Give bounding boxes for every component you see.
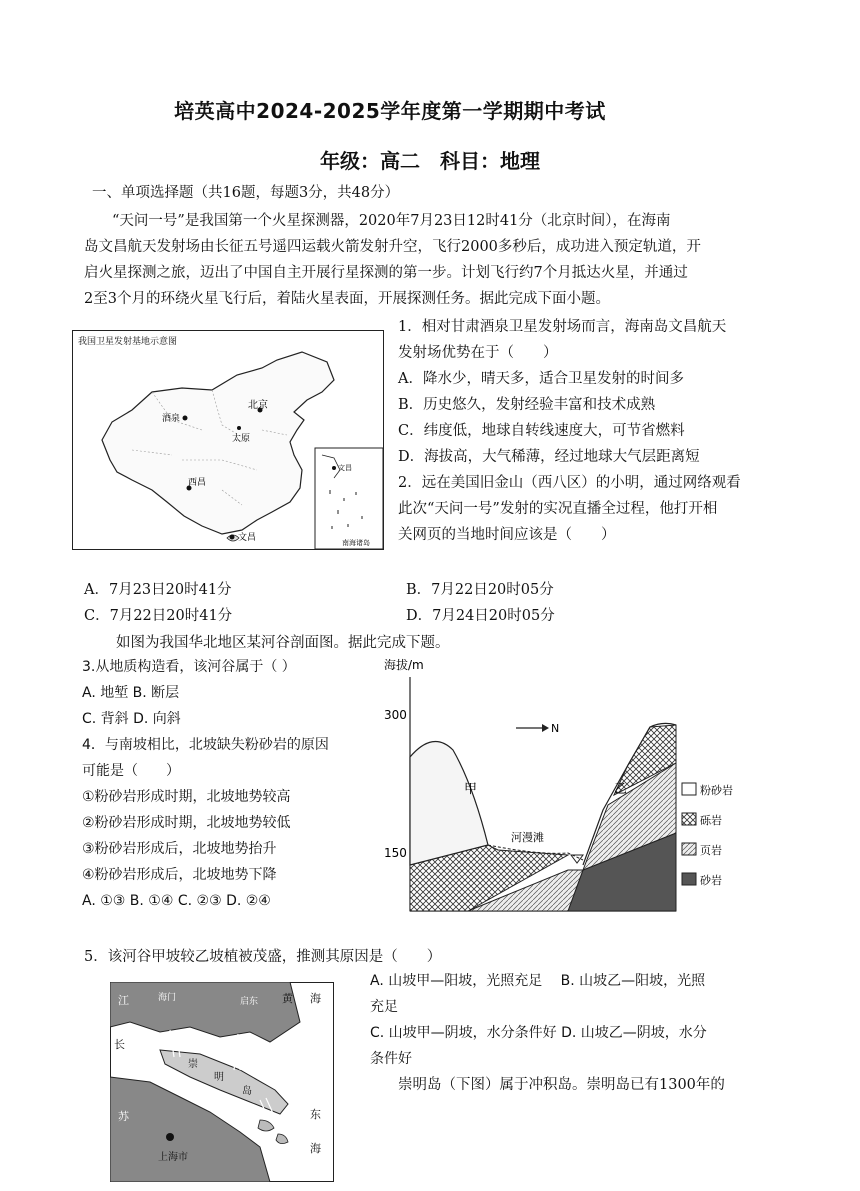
beijing-label: 北京 — [248, 400, 268, 411]
valley-intro: 如图为我国华北地区某河谷剖面图。据此完成下题。 — [116, 635, 450, 651]
q1-stem: 1．相对甘肃酒泉卫星发射场而言，海南岛文昌航天 — [398, 319, 727, 335]
label-chang: 长 — [114, 1038, 125, 1051]
legend-swatch-shale — [682, 843, 696, 855]
q4-stem: 4．与南坡相比，北坡缺失粉砂岩的原因 — [82, 737, 329, 753]
legend-conglomerate: 砾岩 — [700, 814, 722, 827]
section-heading: 一、单项选择题（共16题，每题3分，共48分） — [92, 185, 400, 201]
intro-line: 2至3个月的环绕火星飞行后，着陆火星表面，开展探测任务。据此完成下面小题。 — [84, 291, 610, 307]
wenchang-dot — [230, 535, 235, 540]
chongming-text: 崇明岛（下图）属于冲积岛。崇明岛已有1300年的 — [398, 1077, 725, 1093]
label-haimen: 海门 — [158, 993, 177, 1003]
jiuquan-label: 酒泉 — [162, 414, 181, 424]
label-yi: 乙 — [614, 782, 628, 797]
q2-option-a: A．7月23日20时41分 — [84, 582, 232, 598]
label-floodplain: 河漫滩 — [511, 831, 544, 844]
exam-title: 培英高中2024-2025学年度第一学期期中考试 — [174, 99, 606, 123]
q5-line: 充足 — [370, 999, 398, 1015]
q2-option-d: D．7月24日20时05分 — [406, 608, 555, 624]
ytick-150: 150 — [384, 846, 407, 860]
q2-stem: 关网页的当地时间应该是（ ） — [398, 527, 616, 543]
label-hai-2: 海 — [310, 1142, 321, 1155]
q3-stem: 3.从地质构造看，该河谷属于（ ） — [82, 659, 296, 675]
questions-3-4 — [82, 654, 382, 914]
label-shanghai: 上海市 — [158, 1152, 188, 1163]
q1-option-b: B．历史悠久，发射经验丰富和技术成熟 — [398, 397, 656, 413]
jiuquan-dot — [183, 416, 188, 421]
taiyuan-label: 太原 — [232, 434, 251, 444]
intro-line: 启火星探测之旅，迈出了中国自主开展行星探测的第一步。计划飞行约7个月抵达火星，并通过 — [84, 265, 688, 281]
valley-diagram — [378, 655, 778, 920]
label-ming: 明 — [214, 1072, 224, 1083]
label-jiang: 江 — [118, 994, 129, 1007]
inset-wenchang-dot — [332, 466, 336, 470]
label-hai-1: 海 — [310, 992, 321, 1005]
map-title: 我国卫星发射基地示意图 — [78, 337, 178, 347]
label-dao: 岛 — [242, 1086, 252, 1097]
legend-swatch-conglomerate — [682, 813, 696, 825]
taiyuan-dot — [237, 426, 241, 430]
intro-paragraph — [84, 208, 776, 312]
shanghai-dot — [166, 1133, 174, 1141]
north-arrow-head — [542, 724, 549, 732]
q2-option-c: C．7月22日20时41分 — [84, 608, 233, 624]
q1-stem: 发射场优势在于（ ） — [398, 345, 558, 361]
q5-line: 条件好 — [370, 1051, 412, 1067]
q5-stem: 5．该河谷甲坡较乙坡植被茂盛，推测其原因是（ ） — [84, 949, 442, 965]
chongming-map — [110, 982, 334, 1182]
ytick-300: 300 — [384, 708, 407, 722]
label-su: 苏 — [118, 1110, 129, 1123]
north-label: N — [551, 722, 560, 735]
label-dong: 东 — [310, 1108, 321, 1121]
label-chong: 崇 — [188, 1059, 198, 1070]
wenchang-label: 文昌 — [238, 533, 257, 543]
label-huang: 黄 — [282, 992, 293, 1005]
q5-options — [370, 968, 780, 1098]
q5-line: C. 山坡甲—阴坡，水分条件好 D. 山坡乙—阴坡，水分 — [370, 1025, 707, 1041]
legend-siltstone: 粉砂岩 — [700, 784, 733, 797]
q2-stem: 此次“天问一号”发射的实况直播全过程，他打开相 — [398, 501, 718, 517]
intro-line: “天问一号”是我国第一个火星探测器，2020年7月23日12时41分（北京时间），在海南 — [112, 213, 671, 229]
label-jia: 甲 — [464, 782, 478, 797]
q2-stem: 2．远在美国旧金山（西八区）的小明，通过网络观看 — [398, 475, 741, 491]
q5-line: A. 山坡甲—阳坡，光照充足 B. 山坡乙—阳坡，光照 — [370, 973, 706, 989]
q3-options-1: A. 地堑 B. 断层 — [82, 685, 180, 701]
legend-swatch-sandstone — [682, 873, 696, 885]
legend-sandstone: 砂岩 — [700, 874, 722, 887]
y-axis-label: 海拔/m — [384, 658, 424, 672]
siltstone-layer — [410, 741, 488, 865]
label-qidong: 启东 — [240, 997, 259, 1007]
exam-subtitle: 年级：高二 科目：地理 — [320, 149, 540, 173]
legend-shale: 页岩 — [700, 844, 722, 857]
q3-options-2: C. 背斜 D. 向斜 — [82, 711, 181, 727]
legend-swatch-siltstone — [682, 783, 696, 795]
q4-item-1: ①粉砂岩形成时期，北坡地势较高 — [82, 789, 291, 805]
q2-option-b: B．7月22日20时05分 — [406, 582, 554, 598]
q4-options: A. ①③ B. ①④ C. ②③ D. ②④ — [82, 893, 271, 909]
q1-option-d: D．海拔高，大气稀薄，经过地球大气层距离短 — [398, 449, 700, 465]
q4-stem: 可能是（ ） — [82, 763, 180, 779]
intro-line: 岛文昌航天发射场由长征五号遥四运载火箭发射升空，飞行2000多秒后，成功进入预定轨道，开 — [84, 239, 701, 255]
q4-item-3: ③粉砂岩形成后，北坡地势抬升 — [82, 841, 277, 857]
q4-item-4: ④粉砂岩形成后，北坡地势下降 — [82, 867, 277, 883]
launch-site-map — [72, 330, 384, 550]
question-1 — [398, 314, 778, 548]
q1-option-a: A．降水少，晴天多，适合卫星发射的时间多 — [398, 371, 684, 387]
q1-option-c: C．纬度低，地球自转线速度大，可节省燃料 — [398, 423, 685, 439]
inset-wenchang-label: 文昌 — [338, 464, 352, 472]
q4-item-2: ②粉砂岩形成时期，北坡地势较低 — [82, 815, 291, 831]
xichang-label: 西昌 — [188, 478, 207, 488]
inset-label: 南海诸岛 — [342, 539, 370, 547]
